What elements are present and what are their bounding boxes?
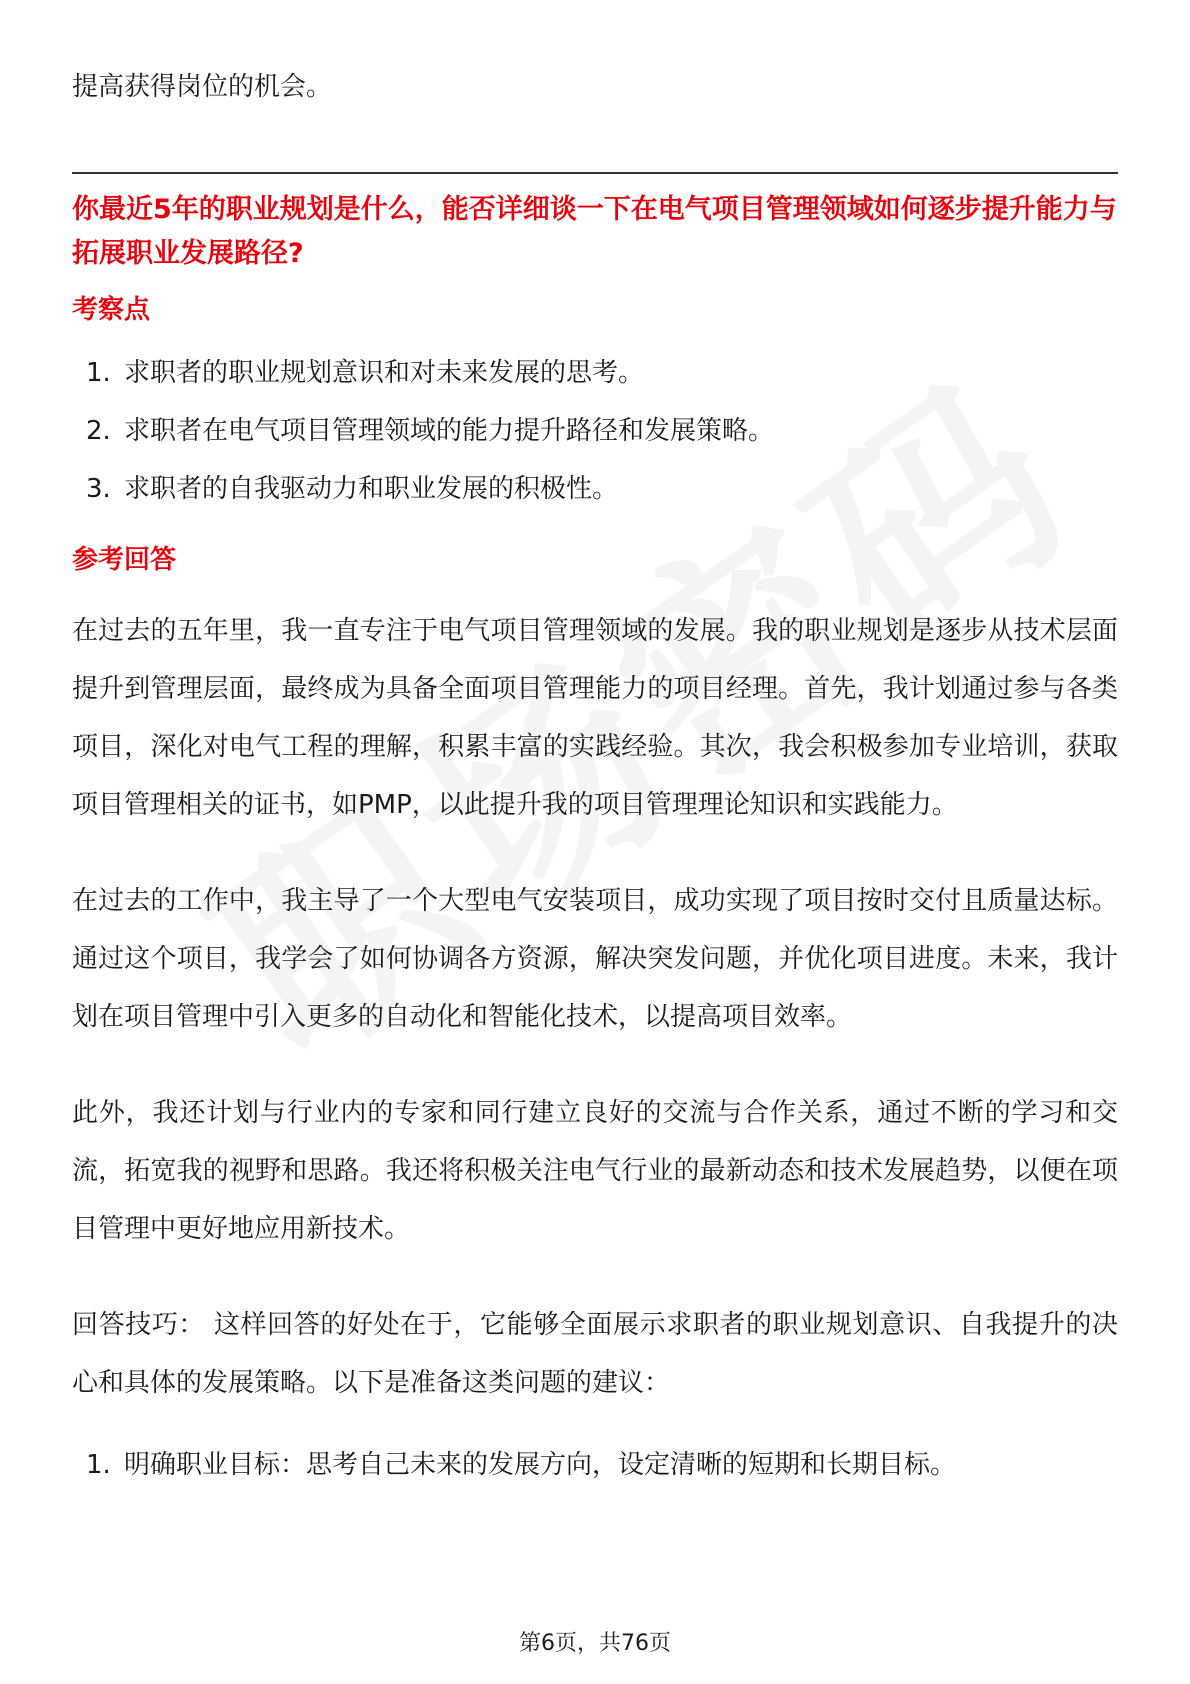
list-item: 1. 求职者的职业规划意识和对未来发展的思考。	[86, 358, 645, 388]
answer-paragraph: 在过去的五年里，我一直专注于电气项目管理领域的发展。我的职业规划是逐步从技术层面提升到管理层面，最终成为具备全面项目管理能力的项目经理。首先，我计划通过参与各类项目，深化对电气工程的理解，积累丰富的实践经验。其次，我会积极参加专业培训，获取项目管理相关的证书，如PMP，以此提升我的项目管理理论知识和实践能力。	[72, 616, 1118, 820]
section-divider	[72, 172, 1118, 174]
page-number: 第6页，共76页	[519, 1631, 671, 1656]
section-title-answer: 参考回答	[72, 545, 177, 575]
list-item: 1. 明确职业目标：思考自己未来的发展方向，设定清晰的短期和长期目标。	[86, 1450, 957, 1480]
answer-paragraph: 在过去的工作中，我主导了一个大型电气安装项目，成功实现了项目按时交付且质量达标。通过这个项目，我学会了如何协调各方资源，解决突发问题，并优化项目进度。未来，我计划在项目管理中引入更多的自动化和智能化技术，以提高项目效率。	[72, 886, 1118, 1032]
question-heading: 你最近5年的职业规划是什么，能否详细谈一下在电气项目管理领域如何逐步提升能力与拓展职业发展路径?	[72, 194, 1117, 269]
tips-intro: 回答技巧： 这样回答的好处在于，它能够全面展示求职者的职业规划意识、自我提升的决心和具体的发展策略。以下是准备这类问题的建议：	[72, 1310, 1118, 1398]
list-item: 3. 求职者的自我驱动力和职业发展的积极性。	[86, 474, 619, 504]
focus-list	[72, 344, 1118, 518]
continued-text: 提高获得岗位的机会。	[72, 72, 333, 102]
page-content	[72, 58, 1118, 1494]
tips-list	[72, 1436, 1118, 1494]
section-title-focus: 考察点	[72, 295, 151, 325]
list-item: 2. 求职者在电气项目管理领域的能力提升路径和发展策略。	[86, 416, 775, 446]
answer-paragraph: 此外，我还计划与行业内的专家和同行建立良好的交流与合作关系，通过不断的学习和交流，拓宽我的视野和思路。我还将积极关注电气行业的最新动态和技术发展趋势，以便在项目管理中更好地应用新技术。	[72, 1098, 1118, 1244]
